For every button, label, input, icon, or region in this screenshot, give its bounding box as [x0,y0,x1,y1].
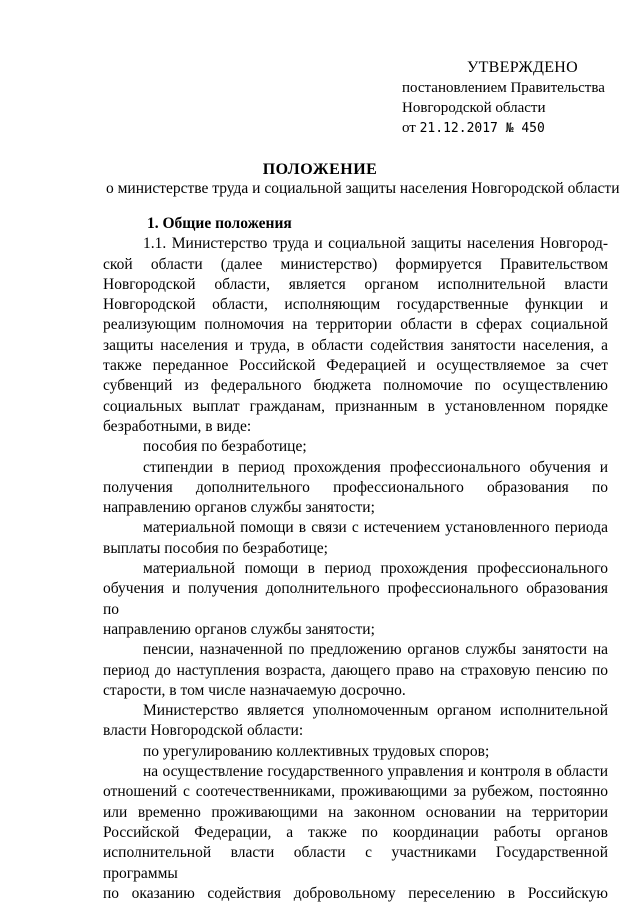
approval-block [402,58,605,139]
text-line: материальной помощи в период прохождения профессионального [143,560,608,578]
approval-line: постановлением Правительства [402,80,605,96]
approval-date-number: 21.12.2017 № 450 [419,121,545,136]
text-line: исполнительной власти области с участниками Государственной программы [103,844,608,882]
text-line: выплаты пособия по безработице; [103,539,328,557]
text-line: субвенций из федерального бюджета полномочие по осуществлению [103,377,608,395]
text-line: безработными, в виде: [103,417,252,435]
text-line: или временно проживающими на законном основании на территории [103,803,608,821]
text-line: отношений с соотечественниками, проживающими за рубежом, постоянно [103,783,608,801]
text-line: Новгородской области, исполняющим государственные функции и [103,296,608,314]
text-line: реализующим полномочия на территории области в сферах социальной [103,316,608,334]
text-line: стипендии в период прохождения профессионального обучения и [143,458,608,476]
text-line: Новгородской области, является органом исполнительной власти [103,275,608,293]
text-line: по оказанию содействия добровольному переселению в Российскую [103,884,608,902]
text-line: период до наступления возраста, дающего право на страховую пенсию по [103,661,608,679]
approval-line: Новгородской области [402,100,546,116]
text-line: 1.1. Министерство труда и социальной защиты населения Новгород- [143,235,608,253]
text-line: направлению органов службы занятости; [103,620,375,638]
text-line: также переданное Российской Федерацией и осуществляемое за счет [103,357,608,375]
approval-date-prefix: от [402,120,416,136]
section-heading: 1. Общие положения [147,215,292,232]
text-line: пособия по безработице; [143,438,307,456]
document-title: ПОЛОЖЕНИЕ [262,161,378,178]
text-line: материальной помощи в связи с истечением установленного периода [143,519,608,537]
text-line: Российской Федерации, а также по координации работы органов [103,823,608,841]
document-body [103,214,608,904]
text-line: пенсии, назначенной по предложению органов службы занятости на [143,641,608,659]
text-line: социальных выплат гражданам, признанным в установленном порядке [103,397,608,415]
approval-date [402,118,605,139]
text-line: по урегулированию коллективных трудовых споров; [143,742,490,760]
text-line: обучения и получения дополнительного профессионального образования по [103,580,608,618]
approval-title: УТВЕРЖДЕНО [466,59,578,76]
text-line: старости, в том числе назначаемую досрочно. [103,681,406,699]
text-line: Министерство является уполномоченным органом исполнительной [143,702,608,720]
text-line: направлению органов службы занятости; [103,499,375,517]
text-line: получения дополнительного профессионального образования по [103,478,608,496]
text-line: власти Новгородской области: [103,722,304,740]
document-subtitle: о министерстве труда и социальной защиты населения Новгородской области [106,180,620,197]
text-line: на осуществление государственного управления и контроля в области [143,763,608,781]
text-line: защиты населения и труда, в области содействия занятости населения, а [103,336,608,354]
text-line: ской области (далее министерство) формируется Правительством [103,255,608,273]
